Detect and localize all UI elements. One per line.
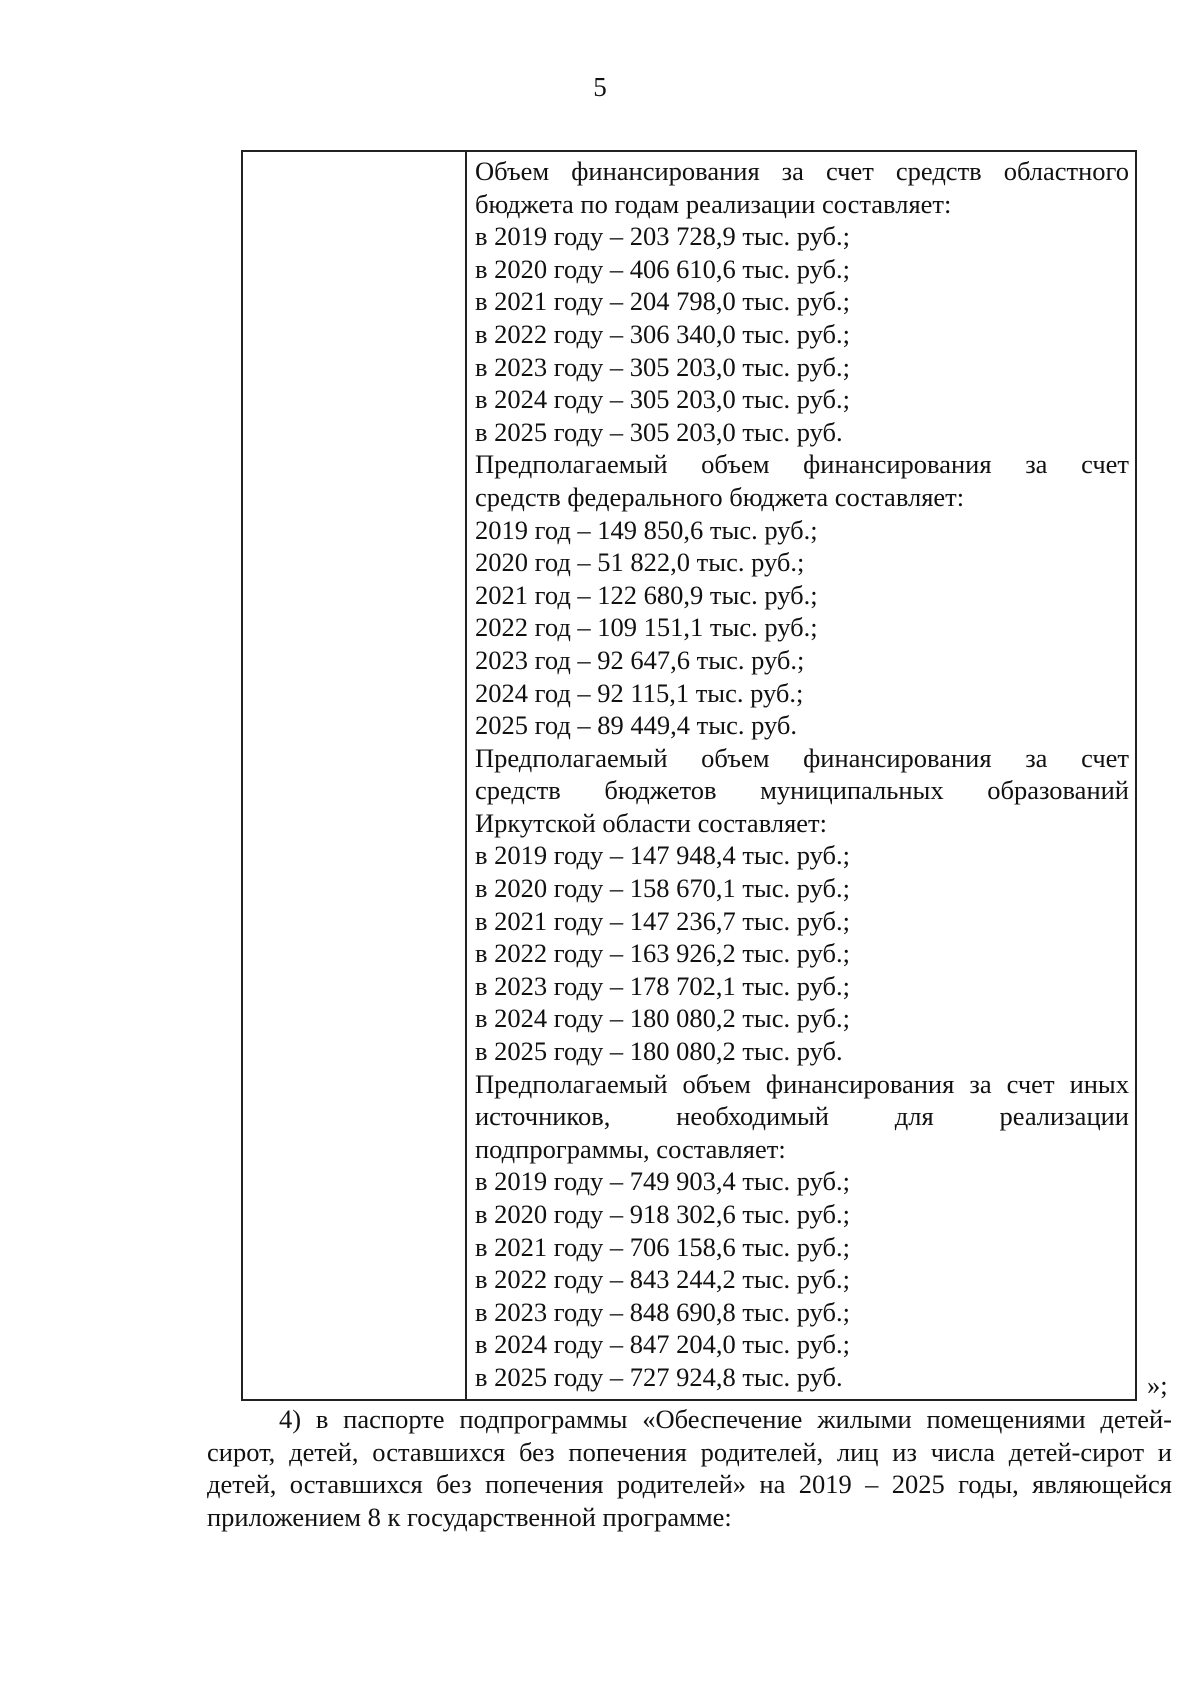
municipal-funding-year-line: в 2019 году – 147 948,4 тыс. руб.; [475,840,850,871]
federal-funding-year-line: 2020 год – 51 822,0 тыс. руб.; [475,547,805,578]
other-funding-heading-line: Предполагаемый объем финансирования за счет иных [475,1068,1129,1099]
regional-funding-year-line: в 2023 году – 305 203,0 тыс. руб.; [475,351,850,382]
regional-funding-year-line: в 2025 году – 305 203,0 тыс. руб. [475,416,843,447]
table-right-cell [467,152,1135,1399]
regional-funding-section [475,155,1129,448]
other-funding-heading-line: подпрограммы, составляет: [475,1133,786,1164]
federal-funding-year-line: 2025 год – 89 449,4 тыс. руб. [475,710,797,741]
federal-funding-heading-line: Предполагаемый объем финансирования за счет [475,449,1129,480]
municipal-funding-year-line: в 2020 году – 158 670,1 тыс. руб.; [475,873,850,904]
regional-funding-year-line: в 2024 году – 305 203,0 тыс. руб.; [475,384,850,415]
municipal-funding-year-line: в 2021 году – 147 236,7 тыс. руб.; [475,905,850,936]
federal-funding-year-line: 2023 год – 92 647,6 тыс. руб.; [475,644,805,675]
regional-funding-year-line: в 2021 году – 204 798,0 тыс. руб.; [475,286,850,317]
municipal-funding-heading-line: средств бюджетов муниципальных образований [475,775,1129,806]
passport-table [241,150,1137,1401]
municipal-funding-year-line: в 2022 году – 163 926,2 тыс. руб.; [475,938,850,969]
table-left-cell [243,152,467,1399]
municipal-funding-heading-line: Предполагаемый объем финансирования за счет [475,742,1129,773]
other-funding-year-line: в 2024 году – 847 204,0 тыс. руб.; [475,1329,850,1360]
other-funding-heading-line: источников, необходимый для реализации [475,1101,1129,1132]
federal-funding-year-line: 2021 год – 122 680,9 тыс. руб.; [475,579,818,610]
other-funding-year-line: в 2020 году – 918 302,6 тыс. руб.; [475,1199,850,1229]
federal-funding-heading-line: средств федерального бюджета составляет: [475,481,965,512]
federal-funding-year-line: 2024 год – 92 115,1 тыс. руб.; [475,677,804,708]
municipal-funding-year-line: в 2025 году – 180 080,2 тыс. руб. [475,1036,843,1067]
federal-funding-year-line: 2022 год – 109 151,1 тыс. руб.; [475,612,818,643]
page-number: 5 [593,72,607,102]
amendment-paragraph [207,1403,1172,1533]
municipal-funding-heading-line: Иркутской области составляет: [475,807,827,838]
regional-funding-year-line: в 2020 году – 406 610,6 тыс. руб.; [475,253,850,284]
other-funding-year-line: в 2021 году – 706 158,6 тыс. руб.; [475,1231,850,1262]
regional-funding-heading-line: Объем финансирования за счет средств областного [475,156,1129,186]
municipal-funding-year-line: в 2024 году – 180 080,2 тыс. руб.; [475,1003,850,1034]
other-funding-year-line: в 2023 году – 848 690,8 тыс. руб.; [475,1296,850,1327]
other-funding-year-line: в 2022 году – 843 244,2 тыс. руб.; [475,1264,850,1295]
regional-funding-year-line: в 2022 году – 306 340,0 тыс. руб.; [475,318,850,349]
federal-funding-section [475,448,1129,741]
regional-funding-heading-line: бюджета по годам реализации составляет: [475,188,952,219]
regional-funding-year-line: в 2019 году – 203 728,9 тыс. руб.; [475,221,850,252]
other-funding-section [475,1068,1129,1394]
amendment-paragraph-text: 4) в паспорте подпрограммы «Обеспечение жилыми помещениями детей-сирот, детей, оставшихся без попечения родителей, лиц из числа детей-сирот и детей, оставшихся без попечения родителей» на 2019 – 2025 годы, являющейся приложением 8 к государственной программе: [207,1404,1172,1532]
other-funding-year-line: в 2019 году – 749 903,4 тыс. руб.; [475,1166,850,1197]
municipal-funding-year-line: в 2023 году – 178 702,1 тыс. руб.; [475,970,850,1001]
municipal-funding-section [475,742,1129,1068]
federal-funding-year-line: 2019 год – 149 850,6 тыс. руб.; [475,514,818,545]
other-funding-year-line: в 2025 году – 727 924,8 тыс. руб. [475,1361,843,1392]
closing-quote: »; [1147,1370,1168,1400]
